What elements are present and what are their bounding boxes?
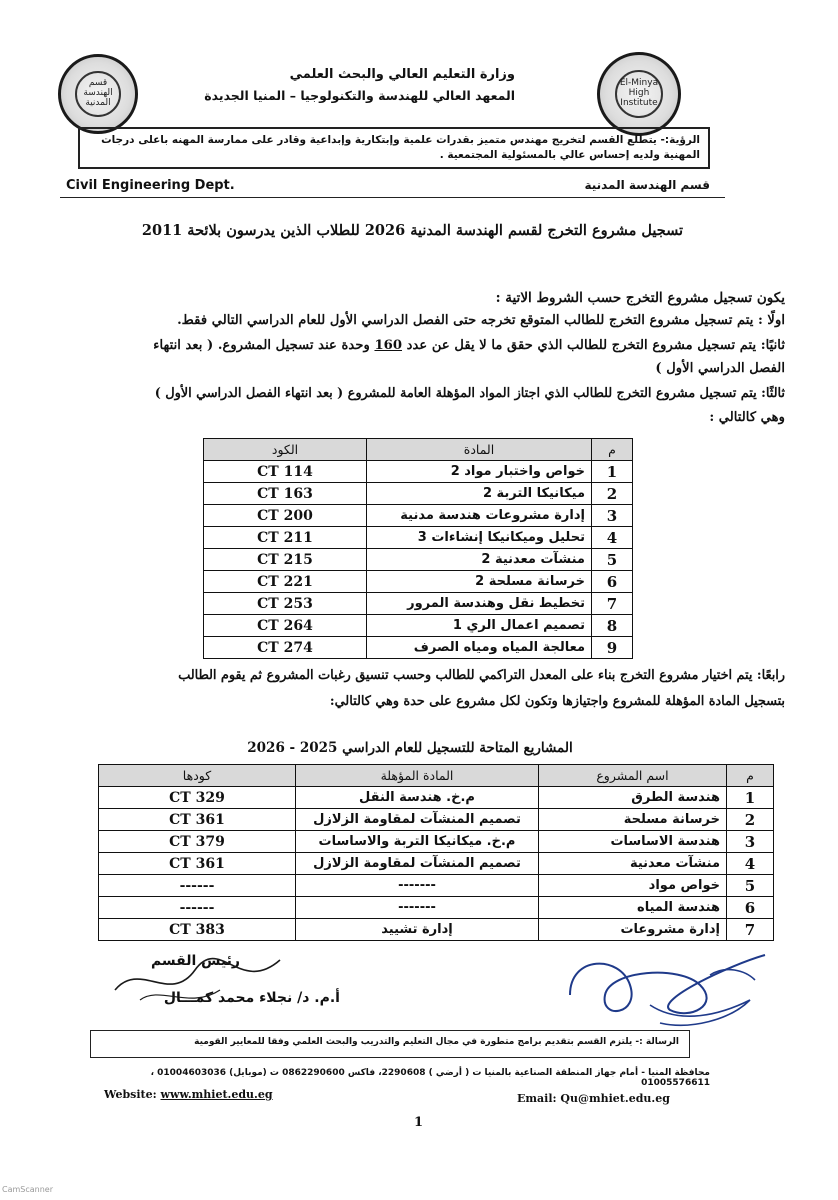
course-code: CT 221 bbox=[204, 571, 367, 593]
signature-name: أ.م. د/ نجلاء محمد كمـــال bbox=[163, 990, 340, 1006]
scanner-watermark: CamScanner bbox=[2, 1185, 54, 1194]
project-name: خواص مواد bbox=[539, 875, 727, 897]
qualifying-course: إدارة تشييد bbox=[296, 919, 539, 941]
vision-box bbox=[78, 127, 710, 169]
col-header-qualifying-course: المادة المؤهلة bbox=[296, 765, 539, 787]
col-header-number: م bbox=[592, 439, 633, 461]
project-number: 1 bbox=[727, 787, 774, 809]
course-name: منشآت معدنية 2 bbox=[367, 549, 592, 571]
project-name: هندسة الطرق bbox=[539, 787, 727, 809]
mission-label: الرسالة :- bbox=[635, 1037, 679, 1047]
course-code: CT 215 bbox=[204, 549, 367, 571]
course-name: ميكانيكا التربة 2 bbox=[367, 483, 592, 505]
course-code: CT 274 bbox=[204, 637, 367, 659]
credit-hours-value: 160 bbox=[374, 338, 402, 353]
department-logo-text: قسم الهندسة المدنية bbox=[75, 71, 121, 117]
course-number: 5 bbox=[592, 549, 633, 571]
table-row bbox=[99, 809, 774, 831]
vision-text: يتطلع القسم لتخريج مهندس متميز بقدرات علمية وإبتكارية وإبداعية وقادر على ممارسة المهنه باعلى درجات المهنية ولديه إحساس عالي بالمسئولية المجتمعية . bbox=[101, 134, 700, 162]
institute-name: المعهد العالي للهندسة والتكنولوجيا – المنيا الجديدة bbox=[204, 88, 515, 103]
table-row bbox=[204, 593, 633, 615]
course-code: CT 253 bbox=[204, 593, 367, 615]
table-header-row bbox=[204, 439, 633, 461]
course-name: تحليل وميكانيكا إنشاءات 3 bbox=[367, 527, 592, 549]
table-row bbox=[99, 853, 774, 875]
qualifying-course-code: CT 361 bbox=[99, 809, 296, 831]
col-header-project: اسم المشروع bbox=[539, 765, 727, 787]
course-code: CT 211 bbox=[204, 527, 367, 549]
condition-fourth-cont: بتسجيل المادة المؤهلة للمشروع واجتيازها وتكون لكل مشروع على حدة وهي كالتالي: bbox=[329, 694, 785, 709]
condition-second-end: وحدة عند تسجيل المشروع. ( بعد انتهاء bbox=[153, 338, 370, 353]
website-label: Website: bbox=[104, 1088, 157, 1101]
table-row bbox=[204, 549, 633, 571]
table-row bbox=[204, 505, 633, 527]
dept-english: Civil Engineering Dept. bbox=[66, 178, 235, 193]
projects-title: المشاريع المتاحة للتسجيل للعام الدراسي 2025 - 2026 bbox=[247, 740, 573, 756]
department-logo bbox=[58, 54, 138, 134]
header-divider bbox=[60, 197, 725, 198]
course-number: 1 bbox=[592, 461, 633, 483]
qualifying-course-code: CT 379 bbox=[99, 831, 296, 853]
table-row bbox=[204, 527, 633, 549]
table-row bbox=[99, 831, 774, 853]
table-row bbox=[99, 875, 774, 897]
project-number: 4 bbox=[727, 853, 774, 875]
project-name: هندسة الاساسات bbox=[539, 831, 727, 853]
course-name: معالجة المياه ومياه الصرف bbox=[367, 637, 592, 659]
project-name: خرسانة مسلحة bbox=[539, 809, 727, 831]
course-name: خواص واختبار مواد 2 bbox=[367, 461, 592, 483]
website-link[interactable]: www.mhiet.edu.eg bbox=[160, 1088, 273, 1101]
blue-signature bbox=[560, 935, 775, 1030]
project-name: إدارة مشروعات bbox=[539, 919, 727, 941]
table-row bbox=[204, 637, 633, 659]
project-number: 7 bbox=[727, 919, 774, 941]
table-row bbox=[99, 787, 774, 809]
table-row bbox=[99, 897, 774, 919]
project-number: 6 bbox=[727, 897, 774, 919]
qualifying-course: تصميم المنشآت لمقاومة الزلازل bbox=[296, 809, 539, 831]
project-number: 5 bbox=[727, 875, 774, 897]
footer-email[interactable]: Email: Qu@mhiet.edu.eg bbox=[517, 1092, 670, 1105]
qualifying-course-code: CT 383 bbox=[99, 919, 296, 941]
footer-address: محافظة المنيا - أمام جهاز المنطقة الصناعية بالمنيا ت ( أرضي ) 2290608، فاكس 0862290600 ت (موبايل) 01004603036 ، 01005576611 bbox=[150, 1068, 710, 1088]
qualifying-course: تصميم المنشآت لمقاومة الزلازل bbox=[296, 853, 539, 875]
condition-fourth: رابعًا: يتم اختيار مشروع التخرج بناء على المعدل التراكمي للطالب وحسب تنسيق رغبات المشروع ثم يقوم الطالب bbox=[178, 668, 785, 683]
vision-label: الرؤية:- bbox=[660, 134, 700, 146]
signature-role: رئيس القسم bbox=[150, 953, 240, 969]
qualifying-course: ------- bbox=[296, 875, 539, 897]
head-signature-scribble bbox=[100, 940, 300, 1020]
project-name: منشآت معدنية bbox=[539, 853, 727, 875]
table-row bbox=[204, 615, 633, 637]
ministry-name: وزارة التعليم العالي والبحث العلمي bbox=[289, 67, 515, 82]
table-header-row bbox=[99, 765, 774, 787]
col-header-course-code: كودها bbox=[99, 765, 296, 787]
course-code: CT 163 bbox=[204, 483, 367, 505]
course-number: 2 bbox=[592, 483, 633, 505]
condition-second bbox=[55, 338, 785, 353]
course-code: CT 114 bbox=[204, 461, 367, 483]
course-number: 8 bbox=[592, 615, 633, 637]
condition-first: اولًا : يتم تسجيل مشروع التخرج للطالب المتوقع تخرجه حتى الفصل الدراسي الأول للعام الدراسي التالي فقط. bbox=[177, 313, 785, 328]
condition-third-cont: وهي كالتالي : bbox=[709, 410, 785, 425]
qualifying-course-code: ------ bbox=[99, 875, 296, 897]
footer-website bbox=[104, 1088, 273, 1101]
course-number: 4 bbox=[592, 527, 633, 549]
col-header-course: المادة bbox=[367, 439, 592, 461]
qualifying-course: م.خ. ميكانيكا التربة والاساسات bbox=[296, 831, 539, 853]
course-number: 3 bbox=[592, 505, 633, 527]
course-number: 9 bbox=[592, 637, 633, 659]
table-row bbox=[204, 571, 633, 593]
mission-box bbox=[90, 1030, 690, 1058]
course-name: خرسانة مسلحة 2 bbox=[367, 571, 592, 593]
col-header-number: م bbox=[727, 765, 774, 787]
col-header-code: الكود bbox=[204, 439, 367, 461]
table-row bbox=[204, 461, 633, 483]
qualifying-course: ------- bbox=[296, 897, 539, 919]
project-number: 3 bbox=[727, 831, 774, 853]
page-title: تسجيل مشروع التخرج لقسم الهندسة المدنية 2026 للطلاب الذين يدرسون بلائحة 2011 bbox=[141, 222, 684, 239]
page-number: 1 bbox=[414, 1115, 424, 1130]
course-number: 6 bbox=[592, 571, 633, 593]
course-name: إدارة مشروعات هندسة مدنية bbox=[367, 505, 592, 527]
course-code: CT 264 bbox=[204, 615, 367, 637]
institute-logo bbox=[597, 52, 681, 136]
dept-arabic: قسم الهندسة المدنية bbox=[584, 178, 710, 192]
conditions-intro: يكون تسجيل مشروع التخرج حسب الشروط الاتية : bbox=[495, 290, 785, 306]
qualifying-course-code: CT 361 bbox=[99, 853, 296, 875]
projects-table bbox=[98, 764, 774, 941]
condition-second-start: ثانيًا: يتم تسجيل مشروع التخرج للطالب الذي حقق ما لا يقل عن عدد bbox=[406, 338, 785, 353]
course-name: تصميم اعمال الري 1 bbox=[367, 615, 592, 637]
qualifying-course: م.خ. هندسة النقل bbox=[296, 787, 539, 809]
condition-second-cont: الفصل الدراسي الأول ) bbox=[655, 361, 785, 376]
project-number: 2 bbox=[727, 809, 774, 831]
project-name: هندسة المياه bbox=[539, 897, 727, 919]
course-number: 7 bbox=[592, 593, 633, 615]
mission-text: يلتزم القسم بتقديم برامج متطورة في مجال التعليم والتدريب والبحث العلمي وفقا للمعايير القومية bbox=[194, 1037, 633, 1047]
qualifying-course-code: CT 329 bbox=[99, 787, 296, 809]
table-row bbox=[204, 483, 633, 505]
course-name: تخطيط نقل وهندسة المرور bbox=[367, 593, 592, 615]
qualifying-course-code: ------ bbox=[99, 897, 296, 919]
qualifying-courses-table bbox=[203, 438, 633, 659]
course-code: CT 200 bbox=[204, 505, 367, 527]
institute-logo-text: El-Minya High Institute bbox=[615, 70, 663, 118]
condition-third: ثالثًا: يتم تسجيل مشروع التخرج للطالب الذي اجتاز المواد المؤهلة العامة للمشروع ( بعد انتهاء الفصل الدراسي الأول ) bbox=[154, 386, 785, 401]
